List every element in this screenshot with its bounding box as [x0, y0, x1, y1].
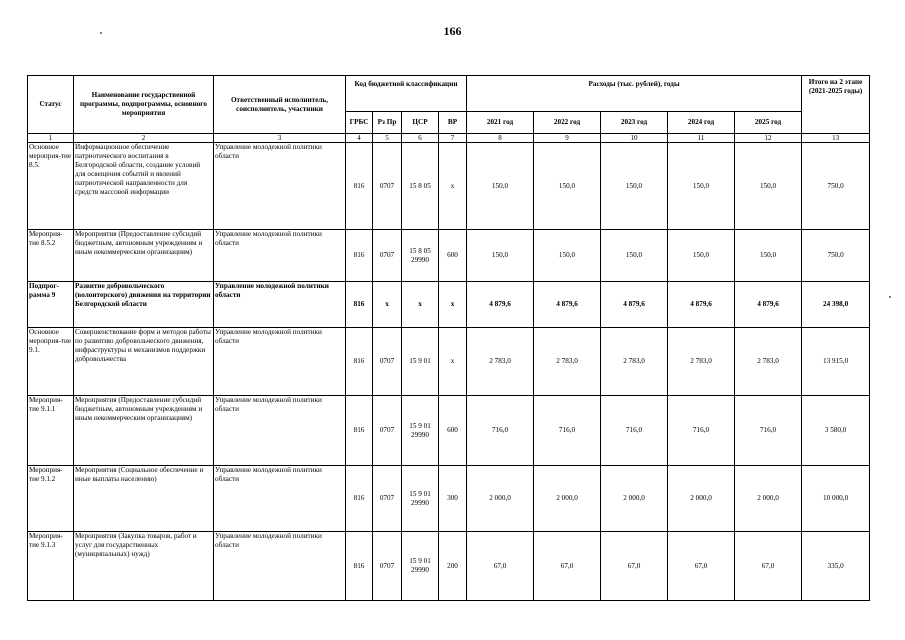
cell-name: Развитие добровольческого (волонтерского) движения на территории Белгородской области	[74, 282, 214, 328]
cell-2021: 2 783,0	[467, 328, 534, 396]
header-2023: 2023 год	[601, 112, 668, 134]
cell-2023: 150,0	[601, 230, 668, 282]
header-status: Статус	[28, 76, 74, 134]
table-row	[28, 396, 870, 466]
cell-status: Мероприя-тие 9.1.2	[28, 466, 74, 532]
header-total: Итого на 2 этапе (2021-2025 годы)	[802, 76, 870, 134]
cell-2021: 150,0	[467, 143, 534, 230]
cell-total: 13 915,0	[802, 328, 870, 396]
header-expenses: Расходы (тыс. рублей), годы	[467, 76, 802, 112]
table-row	[28, 282, 870, 328]
cell-2023: 67,0	[601, 532, 668, 601]
cell-total: 750,0	[802, 143, 870, 230]
cell-2024: 4 879,6	[668, 282, 735, 328]
column-number: 10	[601, 134, 668, 143]
table-row	[28, 230, 870, 282]
cell-name: Мероприятия (Социальное обеспечение и иные выплаты населению)	[74, 466, 214, 532]
cell-vr: x	[439, 143, 467, 230]
cell-status: Основное мероприя-тие 8.5.	[28, 143, 74, 230]
cell-name: Информационное обеспечение патриотического воспитания в Белгородской области, создание условий для освещения событий и явлений патриотической направленности для средств массовой информации	[74, 143, 214, 230]
cell-status: Основное мероприя-тие 9.1.	[28, 328, 74, 396]
cell-2022: 150,0	[534, 230, 601, 282]
cell-2024: 150,0	[668, 230, 735, 282]
cell-rzpr: 0707	[373, 532, 402, 601]
column-number: 8	[467, 134, 534, 143]
cell-total: 10 000,0	[802, 466, 870, 532]
cell-grbs: 816	[346, 396, 373, 466]
cell-2025: 150,0	[735, 230, 802, 282]
cell-2023: 4 879,6	[601, 282, 668, 328]
column-number: 2	[74, 134, 214, 143]
cell-2021: 4 879,6	[467, 282, 534, 328]
cell-rzpr: 0707	[373, 328, 402, 396]
header-rz-pr: Рз Пр	[373, 112, 402, 134]
cell-csr: x	[402, 282, 439, 328]
cell-status: Подпрог-рамма 9	[28, 282, 74, 328]
column-number: 7	[439, 134, 467, 143]
cell-2024: 716,0	[668, 396, 735, 466]
cell-vr: x	[439, 282, 467, 328]
cell-grbs: 816	[346, 282, 373, 328]
cell-rzpr: x	[373, 282, 402, 328]
cell-name: Мероприятия (Закупка товаров, работ и услуг для государственных (муниципальных) нужд)	[74, 532, 214, 601]
cell-2025: 2 000,0	[735, 466, 802, 532]
cell-2022: 2 783,0	[534, 328, 601, 396]
cell-rzpr: 0707	[373, 466, 402, 532]
cell-csr: 15 8 05	[402, 143, 439, 230]
column-number: 4	[346, 134, 373, 143]
table-row	[28, 532, 870, 601]
column-number: 13	[802, 134, 870, 143]
cell-total: 750,0	[802, 230, 870, 282]
cell-executor: Управление молодежной политики области	[214, 230, 346, 282]
cell-2021: 150,0	[467, 230, 534, 282]
cell-2022: 150,0	[534, 143, 601, 230]
header-2024: 2024 год	[668, 112, 735, 134]
cell-csr: 15 8 05 29990	[402, 230, 439, 282]
cell-vr: 300	[439, 466, 467, 532]
column-number: 11	[668, 134, 735, 143]
header-program-name: Наименование государственной программы, подпрограммы, основного мероприятия	[74, 76, 214, 134]
column-number: 6	[402, 134, 439, 143]
cell-status: Мероприя-тие 9.1.1	[28, 396, 74, 466]
header-2022: 2022 год	[534, 112, 601, 134]
cell-2021: 67,0	[467, 532, 534, 601]
cell-2021: 2 000,0	[467, 466, 534, 532]
cell-name: Мероприятия (Предоставление субсидий бюджетным, автономным учреждениям и иным некоммерческим организациям)	[74, 230, 214, 282]
cell-vr: x	[439, 328, 467, 396]
cell-2022: 4 879,6	[534, 282, 601, 328]
header-vr: ВР	[439, 112, 467, 134]
header-csr: ЦСР	[402, 112, 439, 134]
column-number: 3	[214, 134, 346, 143]
cell-name: Мероприятия (Предоставление субсидий бюджетным, автономным учреждениям и иным некоммерческим организациям)	[74, 396, 214, 466]
cell-2025: 2 783,0	[735, 328, 802, 396]
cell-2023: 2 000,0	[601, 466, 668, 532]
cell-csr: 15 9 01 29990	[402, 396, 439, 466]
cell-2025: 150,0	[735, 143, 802, 230]
cell-csr: 15 9 01 29990	[402, 466, 439, 532]
column-number: 9	[534, 134, 601, 143]
cell-total: 24 398,0	[802, 282, 870, 328]
cell-vr: 200	[439, 532, 467, 601]
column-number: 1	[28, 134, 74, 143]
cell-rzpr: 0707	[373, 230, 402, 282]
cell-2022: 716,0	[534, 396, 601, 466]
cell-2025: 67,0	[735, 532, 802, 601]
cell-executor: Управление молодежной политики области	[214, 532, 346, 601]
cell-executor: Управление молодежной политики области	[214, 143, 346, 230]
cell-name: Совершенствование форм и методов работы по развитию добровольческого движения, инфраструктуры и механизмов поддержки добровольчества	[74, 328, 214, 396]
cell-vr: 600	[439, 396, 467, 466]
table-row	[28, 143, 870, 230]
cell-vr: 600	[439, 230, 467, 282]
cell-2025: 716,0	[735, 396, 802, 466]
cell-grbs: 816	[346, 230, 373, 282]
page-number: 166	[443, 24, 462, 38]
cell-2024: 67,0	[668, 532, 735, 601]
cell-2022: 2 000,0	[534, 466, 601, 532]
cell-executor: Управление молодежной политики области	[214, 466, 346, 532]
scan-speck	[100, 32, 102, 34]
cell-total: 335,0	[802, 532, 870, 601]
cell-executor: Управление молодежной политики области	[214, 396, 346, 466]
cell-2023: 150,0	[601, 143, 668, 230]
cell-2022: 67,0	[534, 532, 601, 601]
cell-grbs: 816	[346, 466, 373, 532]
cell-rzpr: 0707	[373, 143, 402, 230]
cell-grbs: 816	[346, 143, 373, 230]
header-2025: 2025 год	[735, 112, 802, 134]
cell-2024: 2 000,0	[668, 466, 735, 532]
table-row	[28, 466, 870, 532]
cell-2025: 4 879,6	[735, 282, 802, 328]
budget-table	[27, 75, 870, 601]
cell-2024: 2 783,0	[668, 328, 735, 396]
scan-speck	[889, 296, 891, 298]
cell-grbs: 816	[346, 328, 373, 396]
cell-grbs: 816	[346, 532, 373, 601]
cell-status: Мероприя-тие 9.1.3	[28, 532, 74, 601]
cell-2023: 716,0	[601, 396, 668, 466]
cell-2023: 2 783,0	[601, 328, 668, 396]
cell-csr: 15 9 01 29990	[402, 532, 439, 601]
cell-2021: 716,0	[467, 396, 534, 466]
table-row	[28, 328, 870, 396]
column-number: 12	[735, 134, 802, 143]
cell-executor: Управление молодежной политики области	[214, 328, 346, 396]
cell-total: 3 580,0	[802, 396, 870, 466]
header-executor: Ответственный исполнитель, соисполнитель, участники	[214, 76, 346, 134]
cell-2024: 150,0	[668, 143, 735, 230]
cell-rzpr: 0707	[373, 396, 402, 466]
cell-executor: Управление молодежной политики области	[214, 282, 346, 328]
header-budget-code: Код бюджетной классификации	[346, 76, 467, 112]
cell-csr: 15 9 01	[402, 328, 439, 396]
header-2021: 2021 год	[467, 112, 534, 134]
cell-status: Мероприя-тие 8.5.2	[28, 230, 74, 282]
column-number: 5	[373, 134, 402, 143]
header-grbs: ГРБС	[346, 112, 373, 134]
column-number-row	[28, 134, 870, 143]
